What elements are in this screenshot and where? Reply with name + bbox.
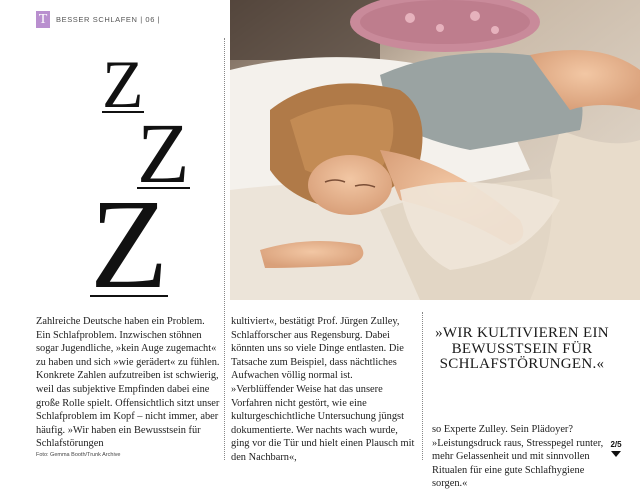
body-column-1 [36,315,220,451]
column-divider [422,312,423,460]
page-count: 2/5 [610,440,622,449]
body-text: Zahlreiche Deutsche haben ein Problem. Ein Schlafproblem. Inzwischen stöhnen sogar Jugendliche, »kein Auge zugemacht« zu haben und sich »wie gerädert« zu fühlen. Konkrete Zahlen aufzutreiben ist schwierig, weil das subjektive Empfinden dabei eine große Rolle spielt. Offensichtlich sitzt unser Schlafproblem im Kopf – nicht immer, aber häufig. »Wir haben ein Bewusstsein für Schlafstörungen [36,316,220,450]
sleeping-woman-photo [230,0,640,300]
body-text: so Experte Zulley. Sein Plädoyer? »Leistungsdruck raus, Stresspegel runter, mehr Gelassenheit und mit sinnvollen Ritualen für eine gute Schlafhygiene sorgen.« [432,424,604,490]
headline-z-large: Z [90,173,169,315]
headline-z-small: Z [102,46,144,122]
magazine-logo: T [36,11,50,28]
photo-illustration [230,0,640,300]
page-indicator[interactable] [606,440,626,457]
body-text: kultiviert«, bestätigt Prof. Jürgen Zulley, Schlafforscher aus Regensburg. Dabei könnten uns so viele Dinge entlasten. Die Tatsache zum Beispiel, dass nächtliches Aufwachen völlig normal ist. »Verblüffender Weise hat das unsere Vorfahren nicht gestört, wie eine kulturgeschichtliche Untersuchung jüngst dokumentierte. Wer nachts wach wurde, ging vor die Tür und hielt einen Plausch mit den Nachbarn«, [231,316,415,463]
body-column-3 [432,423,618,491]
column-divider [224,38,225,460]
body-column-2 [231,315,415,465]
arrow-down-icon[interactable] [611,451,621,457]
photo-credit: Foto: Gemma Booth/Trunk Archive [36,452,121,458]
section-label: BESSER SCHLAFEN | 06 | [56,14,161,24]
page-header [36,10,160,28]
pull-quote: »WIR KULTIVIEREN EIN BEWUSSTSEIN FÜR SCHLAFSTÖRUNGEN.« [435,325,609,372]
headline-z-medium: Z [137,105,190,201]
